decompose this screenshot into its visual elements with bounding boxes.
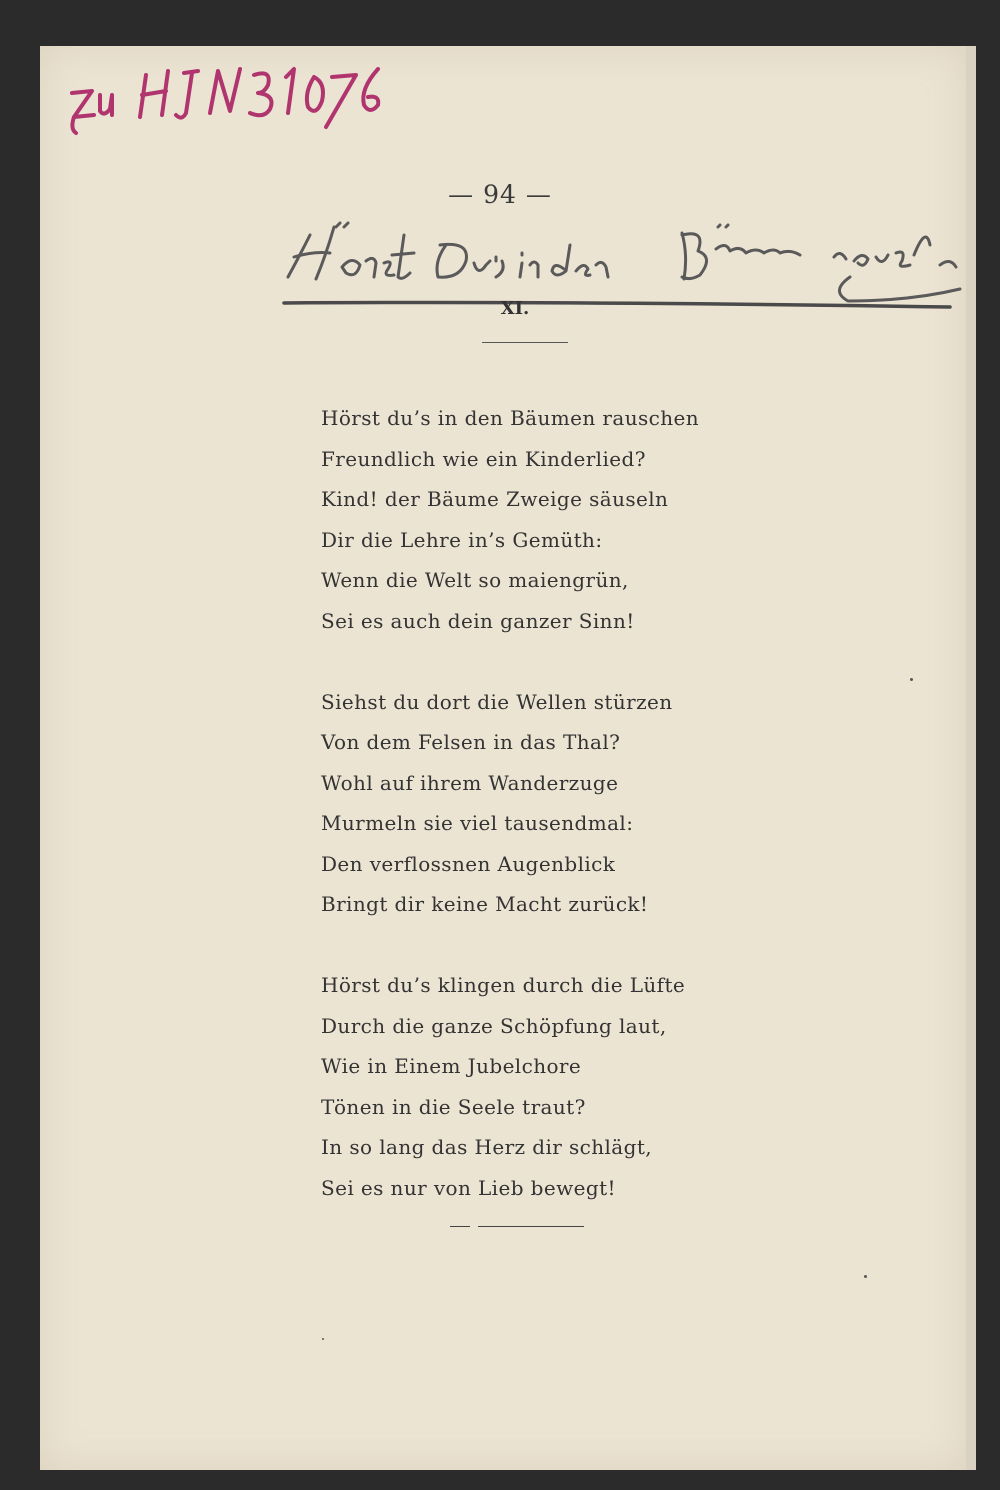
poem-line: Hörst du’s in den Bäumen rauschen: [321, 406, 700, 430]
paper-speck: [910, 678, 913, 681]
poem-line: Tönen in die Seele traut?: [321, 1094, 586, 1119]
page-number: — 94 —: [448, 180, 552, 209]
poem-line: Den verflossnen Augenblick: [321, 851, 616, 876]
end-rule: [450, 1226, 584, 1228]
end-rule-segment: [478, 1226, 584, 1227]
stanza: [321, 682, 771, 925]
poem-line: Dir die Lehre in’s Gemüth:: [321, 527, 603, 552]
poem-line: In so lang das Herz dir schlägt,: [321, 1135, 653, 1159]
catalogue-stamp: [64, 55, 394, 140]
poem-line: Kind! der Bäume Zweige säuseln: [321, 487, 669, 511]
poem-line: Hörst du’s klingen durch die Lüfte: [321, 973, 686, 997]
poem-line: Durch die ganze Schöpfung laut,: [321, 1013, 667, 1038]
paper-speck: [864, 1275, 867, 1278]
poem-line: Wohl auf ihrem Wanderzuge: [321, 770, 619, 795]
paper-speck: [322, 1338, 324, 1340]
poem-line: Sei es nur von Lieb bewegt!: [321, 1175, 616, 1200]
end-rule-segment: [450, 1226, 470, 1227]
stanza: [321, 965, 771, 1208]
poem-line: Sei es auch dein ganzer Sinn!: [321, 608, 635, 633]
poem-line: Wenn die Welt so maiengrün,: [321, 568, 629, 592]
section-numeral: XI.: [500, 298, 530, 319]
stanza: [321, 398, 771, 641]
poem-line: Bringt dir keine Macht zurück!: [321, 892, 649, 916]
poem-line: Wie in Einem Jubelchore: [321, 1054, 582, 1078]
poem-body: [321, 398, 771, 1249]
poem-line: Freundlich wie ein Kinderlied?: [321, 446, 646, 471]
poem-line: Von dem Felsen in das Thal?: [321, 730, 621, 754]
poem-line: Murmeln sie viel tausendmal:: [321, 811, 634, 835]
poem-line: Siehst du dort die Wellen stürzen: [321, 689, 673, 714]
divider-rule: [482, 342, 568, 343]
